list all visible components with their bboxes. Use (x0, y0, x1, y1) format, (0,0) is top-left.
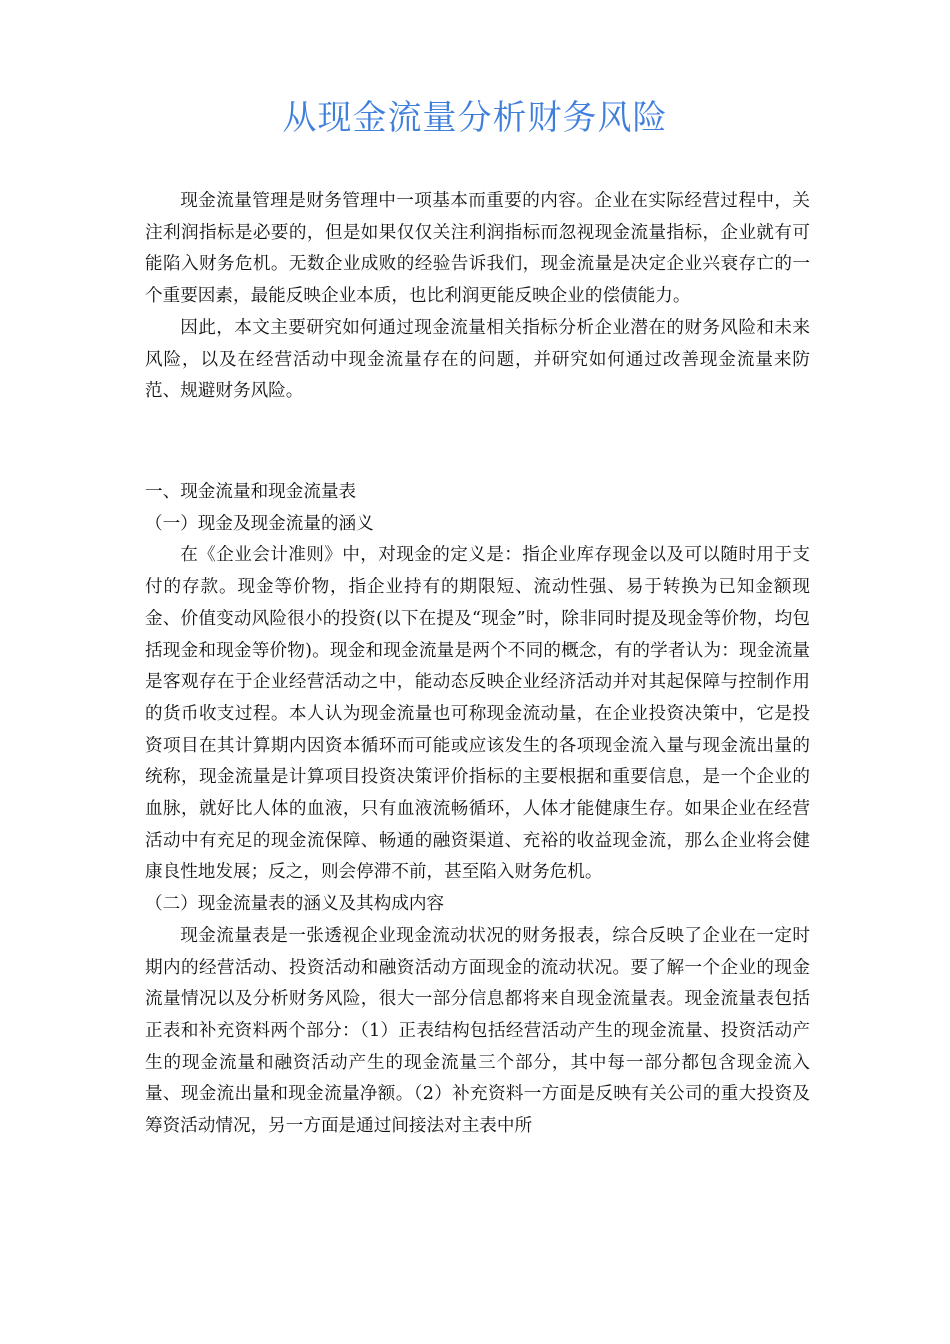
subsection-2-heading: （二）现金流量表的涵义及其构成内容 (145, 894, 445, 915)
intro-section (145, 186, 810, 408)
section-1 (145, 477, 810, 1143)
subsection-1-heading: （一）现金及现金流量的涵义 (145, 513, 374, 534)
intro-paragraph-1: 现金流量管理是财务管理中一项基本而重要的内容。企业在实际经营过程中，关注利润指标是必要的，但是如果仅仅关注利润指标而忽视现金流量指标，企业就有可能陷入财务危机。无数企业成败的经验告诉我们，现金流量是决定企业兴衰存亡的一个重要因素，最能反映企业本质，也比利润更能反映企业的偿债能力。 (145, 191, 810, 307)
page-title: 从现金流量分析财务风险 (282, 98, 668, 138)
subsection-1-paragraph: 在《企业会计准则》中，对现金的定义是：指企业库存现金以及可以随时用于支付的存款。现金等价物，指企业持有的期限短、流动性强、易于转换为已知金额现金、价值变动风险很小的投资(以下在提及“现金”时，除非同时提及现金等价物，均包括现金和现金等价物)。现金和现金流量是两个不同的概念，有的学者认为：现金流量是客观存在于企业经营活动之中，能动态反映企业经济活动并对其起保障与控制作用的货币收支过程。本人认为现金流量也可称现金流动量，在企业投资决策中，它是投资项目在其计算期内因资本循环而可能或应该发生的各项现金流入量与现金流出量的统称，现金流量是计算项目投资决策评价指标的主要根据和重要信息，是一个企业的血脉，就好比人体的血液，只有血液流畅循环，人体才能健康生存。如果企业在经营活动中有充足的现金流保障、畅通的融资渠道、充裕的收益现金流，那么企业将会健康良性地发展；反之，则会停滞不前，甚至陷入财务危机。 (145, 545, 810, 883)
subsection-2-paragraph: 现金流量表是一张透视企业现金流动状况的财务报表，综合反映了企业在一定时期内的经营活动、投资活动和融资活动方面现金的流动状况。要了解一个企业的现金流量情况以及分析财务风险，很大一部分信息都将来自现金流量表。现金流量表包括正表和补充资料两个部分：（1）正表结构包括经营活动产生的现金流量、投资活动产生的现金流量和融资活动产生的现金流量三个部分，其中每一部分都包含现金流入量、现金流出量和现金流量净额。（2）补充资料一方面是反映有关公司的重大投资及筹资活动情况，另一方面是通过间接法对主表中所 (145, 925, 810, 1137)
section-1-heading: 一、现金流量和现金流量表 (145, 482, 357, 502)
intro-paragraph-2: 因此，本文主要研究如何通过现金流量相关指标分析企业潜在的财务风险和未来风险，以及在经营活动中现金流量存在的问题，并研究如何通过改善现金流量来防范、规避财务风险。 (145, 317, 810, 402)
